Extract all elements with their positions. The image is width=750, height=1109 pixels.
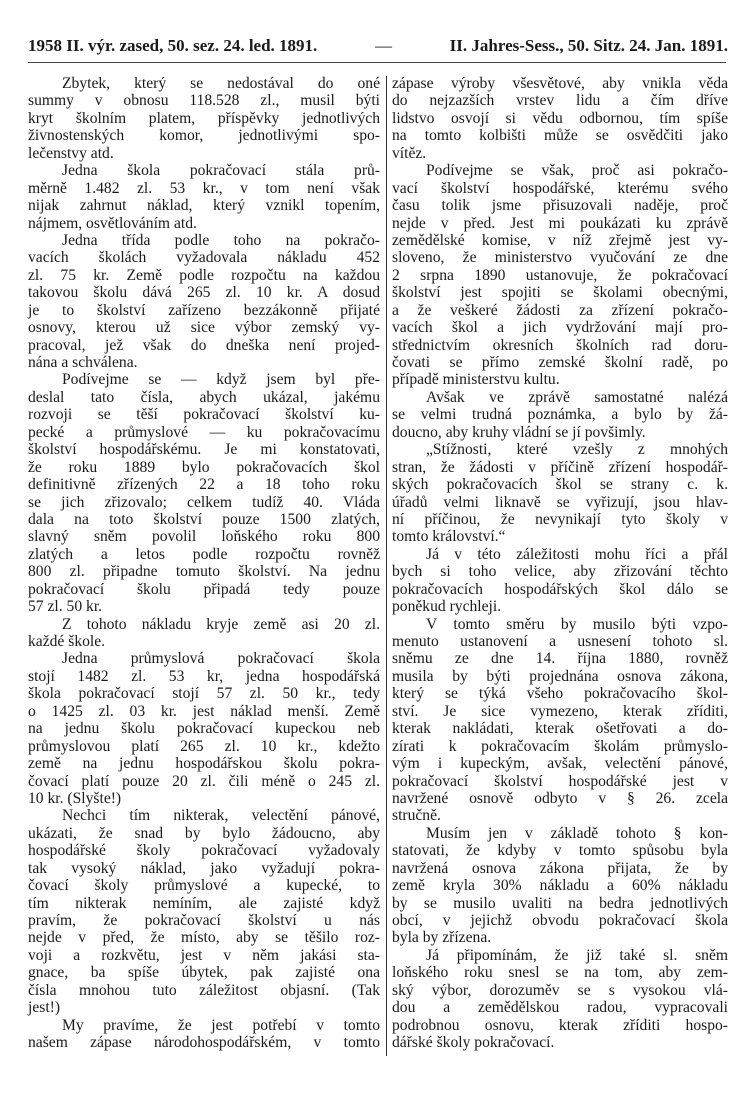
right-column: [392, 75, 728, 1052]
paragraph: [392, 947, 728, 1052]
text-line: živnostenských komor, jednotlivými spo-: [28, 127, 380, 145]
text-line: úřadů velmi liknavě se vyřizují, jsou hlav-: [392, 493, 728, 511]
text-line: zl. 75 kr. Země podle rozpočtu na každou: [28, 266, 380, 284]
text-line: pokračovací školu připadá tedy pouze: [28, 580, 380, 598]
text-line: stran, že žádosti v příčině zřízení hospodář-: [392, 458, 728, 476]
text-line: bych si toho velice, aby zřizování těchto: [392, 563, 728, 581]
text-line: Jedna třída podle toho na pokračo-: [62, 231, 380, 249]
text-line: deslal tato čísla, abych ukázal, jakému: [28, 388, 380, 406]
text-line: vým i kupeckým, avšak, velectění pánové,: [392, 755, 728, 773]
text-line: pokračovací školství hospodářské jest v: [392, 772, 728, 790]
text-line: nejde v před, že místo, aby se těšilo roz-: [28, 929, 380, 947]
text-line: lečenstvy atd.: [28, 144, 114, 162]
paragraph: [392, 825, 728, 947]
text-line: definitivně zřízených 22 a 18 toho roku: [28, 476, 380, 494]
text-line: jest!): [28, 999, 61, 1017]
text-line: nájmem, osvětlováním atd.: [28, 214, 197, 232]
text-line: dářské školy pokračovací.: [392, 1034, 555, 1052]
text-line: do nejzazších vrstev lidu a čím dříve: [392, 92, 728, 110]
text-line: „Stížnosti, které vzešly z mnohých: [426, 441, 728, 459]
text-line: V tomto směru by musilo býti vzpo-: [426, 615, 728, 633]
text-line: čísla mnohou tuto záležitost objasní. (Tak: [28, 981, 380, 999]
paragraph: [28, 162, 380, 232]
text-line: loňského roku snesl se na tom, aby zem-: [392, 964, 728, 982]
text-line: Z tohoto nákladu kryje země asi 20 zl.: [62, 615, 380, 633]
text-line: My pravíme, že jest potřebí v tomto: [62, 1016, 380, 1034]
text-line: zemědělské komise, v níž zřejmě jest vy-: [392, 231, 728, 249]
text-line: že roku 1889 bylo pokračovacích škol: [28, 458, 380, 476]
text-line: případě ministerstvu kultu.: [392, 371, 560, 389]
paragraph: [392, 389, 728, 441]
text-line: navržené osnově odbyto v § 26. zcela: [392, 789, 728, 807]
text-line: Nechci tím nikterak, velectění pánové,: [62, 807, 380, 825]
text-line: čovací platí pouze 20 zl. čili méně o 245 zl.: [28, 772, 380, 790]
header-german: II. Jahres-Sess., 50. Sitz. 24. Jan. 1891.: [449, 36, 728, 55]
text-line: vacích škol a jich vydržování mají pro-: [392, 319, 728, 337]
text-line: měrně 1.482 zl. 53 kr., v tom není však: [28, 179, 380, 197]
text-line: se jich zřizovalo; celkem tudíž 40. Vláda: [28, 493, 380, 511]
paragraph: [28, 807, 380, 1016]
text-line: menuto ustanovení a usnesení tohoto sl.: [392, 633, 728, 650]
paragraph: [392, 441, 728, 546]
text-line: 2 srpna 1890 ustanovuje, že pokračovací: [392, 266, 728, 284]
text-line: a že veškeré žádosti za zřízení pokračo-: [392, 301, 728, 319]
paragraph: [392, 162, 728, 389]
text-line: tak vysoký náklad, jako vyžadují pokra-: [28, 859, 380, 877]
header-dash: —: [374, 36, 392, 55]
text-line: gnace, ba spíše úbytek, pak zajisté ona: [28, 964, 380, 982]
text-line: se velmi trudná poznámka, a bylo by žá-: [392, 406, 728, 424]
text-line: lidstvo osvojí si vědu odbornou, tím spíše: [392, 109, 728, 127]
text-line: Já v této záležitosti mohu říci a přál: [426, 545, 728, 563]
text-line: školství hospodářskému. Je mi konstatovati,: [28, 441, 380, 459]
text-line: rozvoji se těší pokračovací školství ku-: [28, 406, 380, 424]
text-line: summy v obnosu 118.528 zl., musil býti: [28, 92, 380, 110]
text-line: stojí 1482 zl. 53 kr, jedna hospodářská: [28, 667, 380, 685]
text-line: pokračovacích hospodářských škol dálo se: [392, 580, 728, 598]
text-line: na tomto kolbišti může se osvědčiti jako: [392, 127, 728, 145]
paragraph: [28, 1017, 380, 1052]
paragraph: [28, 371, 380, 615]
text-line: Avšak ve zprávě samostatné nalézá: [426, 388, 728, 406]
text-line: který se týká všeho pokračovacího škol-: [392, 685, 728, 703]
text-line: země na jednu hospodářskou školu pokra-: [28, 755, 380, 773]
text-line: poněkud rychleji.: [392, 598, 502, 616]
column-divider: [386, 76, 387, 1056]
text-line: zírati k pokračovacím školám průmyslo-: [392, 737, 728, 755]
text-line: stručně.: [392, 807, 441, 825]
text-line: střednictvím okresních školních rad doru-: [392, 336, 728, 354]
text-line: vítěz.: [392, 144, 427, 162]
text-line: sloveno, že ministerstvo vyučování ze dne: [392, 249, 728, 267]
text-line: ských pokračovacích škol se strany c. k.: [392, 476, 728, 494]
text-line: Jedna škola pokračovací stála prů-: [62, 162, 380, 180]
text-line: 10 kr. (Slyšte!): [28, 789, 122, 807]
text-line: ství. Je sice vymezeno, kterak zříditi,: [392, 702, 728, 720]
text-line: tomto království.“: [392, 528, 506, 546]
text-line: 800 zl. připadne tomuto školství. Na jednu: [28, 563, 380, 581]
text-line: 57 zl. 50 kr.: [28, 598, 103, 616]
text-line: obcí, v jejichž obvodu pokračovací škola: [392, 912, 728, 929]
text-line: na jednu školu pokračovací kupeckou neb: [28, 720, 380, 738]
text-line: ský výbor, dorozuměv se s vysokou vlá-: [392, 981, 728, 999]
text-line: by se musilo uvaliti na bedra jednotlivých: [392, 894, 728, 912]
paragraph: [392, 616, 728, 825]
text-line: ukázati, že snad by bylo žádoucno, aby: [28, 824, 380, 842]
text-line: Já připomínám, že již také sl. sněm: [426, 946, 728, 964]
text-line: sněmu ze dne 14. října 1880, rovněž: [392, 650, 728, 668]
text-line: školství jest spojiti se školami obecnými,: [392, 284, 728, 302]
text-line: průmyslovou platí 265 zl. 10 kr., kdežto: [28, 737, 380, 755]
text-line: našem zápase národohospodářském, v tomto: [28, 1034, 380, 1052]
text-line: Jedna průmyslová pokračovací škola: [62, 650, 380, 668]
text-line: nijak zahrnut náklad, který vznikl topením,: [28, 197, 380, 215]
text-line: zlatých a letos podle rozpočtu rovněž: [28, 545, 380, 563]
text-line: doucno, aby kruhy vládní se jí povšimly.: [392, 423, 646, 441]
header-rule: [28, 62, 726, 63]
paragraph: [28, 75, 380, 162]
text-line: Zbytek, který se nedostával do oné: [62, 75, 380, 92]
text-line: ní příčinou, že nevynikají tyto školy v: [392, 510, 728, 528]
text-line: čovati se přímo zemské školní radě, po: [392, 354, 728, 371]
text-line: vacích školách vyžadovala nákladu 452: [28, 249, 380, 267]
text-line: vací školství hospodářské, kterému svého: [392, 179, 728, 197]
text-line: Podívejme se — když jsem byl pře-: [62, 371, 380, 389]
text-line: pecké a průmyslové — ku pokračovacímu: [28, 423, 380, 441]
text-line: škola pokračovací stojí 57 zl. 50 kr., tedy: [28, 685, 380, 703]
text-line: pravím, že pokračovací školství u nás: [28, 912, 380, 929]
paragraph: [28, 616, 380, 651]
text-line: statovati, že kdyby v tomto spůsobu byla: [392, 842, 728, 860]
text-line: času tolik jsme přisuzovali naděje, proč: [392, 197, 728, 215]
text-line: dala na toto školství pouze 1500 zlatých,: [28, 510, 380, 528]
text-line: o 1425 zl. 03 kr. jest náklad menší. Země: [28, 702, 380, 720]
paragraph: [392, 546, 728, 616]
text-line: dou a zemědělskou radou, vypracovali: [392, 999, 728, 1017]
text-line: Musím jen v základě tohoto § kon-: [426, 824, 728, 842]
text-line: kryt školním platem, příspěvky jednotlivých: [28, 109, 380, 127]
page-header: [28, 36, 728, 58]
text-line: musila by býti projednána osnova zákona,: [392, 667, 728, 685]
paragraph: [28, 232, 380, 372]
text-line: voji a rozkvětu, jest v něm jakási sta-: [28, 946, 380, 964]
text-line: je to školství zařízeno bezzákonně přijaté: [28, 301, 380, 319]
left-column: [28, 75, 380, 1052]
text-line: nejde v před. Jest mi poukázati ku zprávě: [392, 214, 728, 232]
text-line: čovací školy průmyslové a kupecké, to: [28, 877, 380, 895]
header-czech: 1958 II. výr. zased, 50. sez. 24. led. 1891.: [28, 36, 318, 55]
paragraph: [392, 75, 728, 162]
text-line: kterak nakládati, kterak ošetřovati a do-: [392, 720, 728, 738]
text-line: zápase výroby všesvětové, aby vnikla věda: [392, 75, 728, 92]
text-line: pracoval, jež však do dneška není projed-: [28, 336, 380, 354]
text-line: tím nikterak nemíním, ale zajisté když: [28, 894, 380, 912]
text-line: osnovy, kterou už sice výbor zemský vy-: [28, 319, 380, 337]
text-line: Podívejme se však, proč asi pokračo-: [426, 162, 728, 180]
text-line: každé škole.: [28, 633, 106, 650]
text-line: takovou školu dává 265 zl. 10 kr. A dosud: [28, 284, 380, 302]
text-line: hospodářské školy pokračovací vyžadovaly: [28, 842, 380, 860]
text-line: byla by zřízena.: [392, 929, 492, 947]
paragraph: [28, 650, 380, 807]
text-line: slavný sněm povolil loňského roku 800: [28, 528, 380, 546]
text-line: podrobnou osnovu, kterak zříditi hospo-: [392, 1016, 728, 1034]
text-line: navržená osnova zákona přijata, že by: [392, 859, 728, 877]
text-line: země kryla 30% nákladu a 60% nákladu: [392, 877, 728, 895]
text-line: nána a schválena.: [28, 354, 138, 371]
